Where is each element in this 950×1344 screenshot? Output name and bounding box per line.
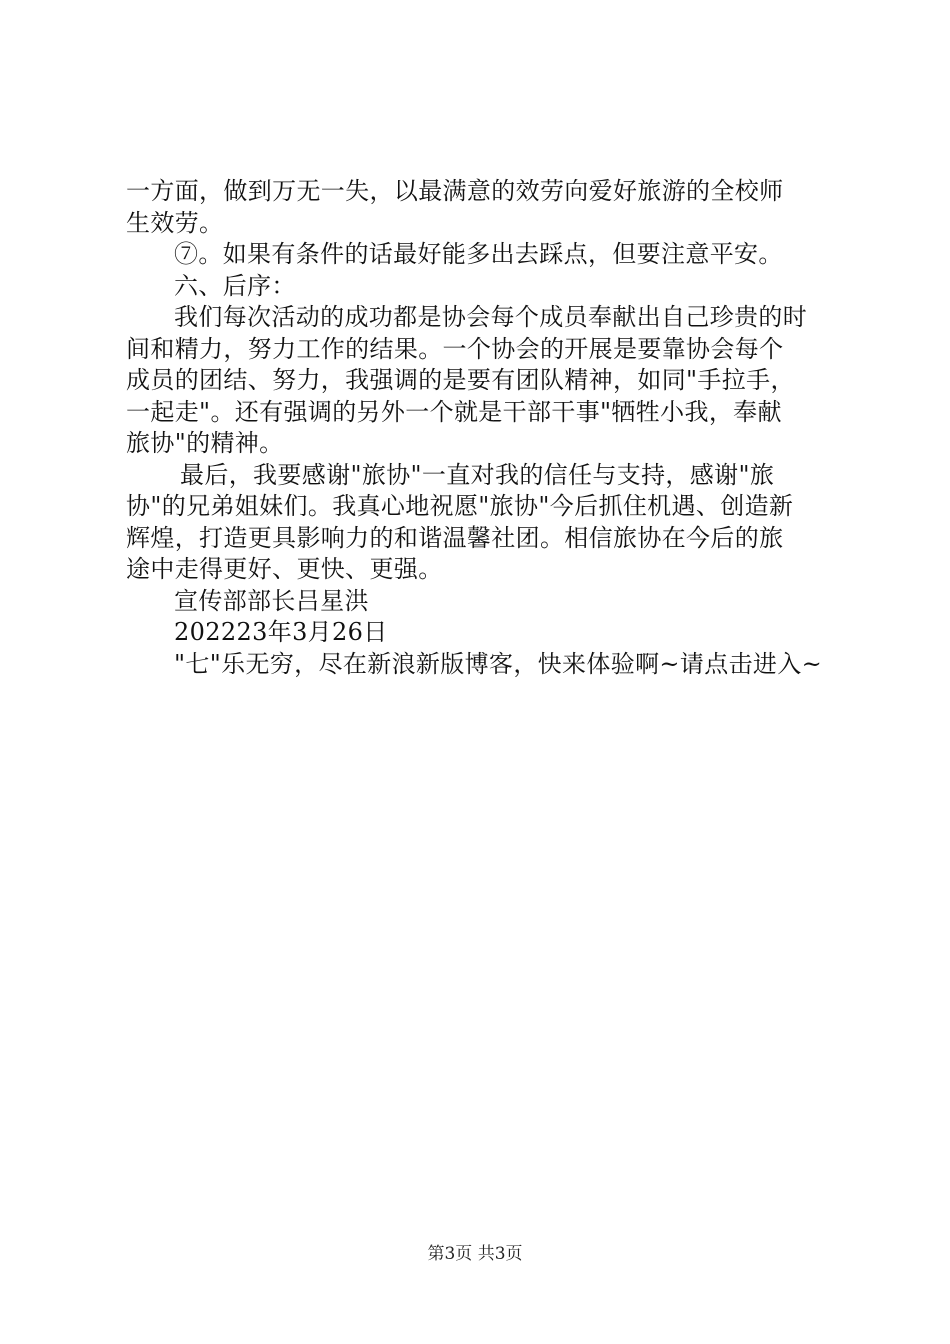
text-line: 一起走"。还有强调的另外一个就是干部干事"牺牲小我，奉献	[126, 397, 782, 426]
text-line: "七"乐无穷，尽在新浪新版博客，快来体验啊~请点击进入~	[174, 649, 823, 678]
text-line: 成员的团结、努力，我强调的是要有团队精神，如同"手拉手，	[126, 366, 795, 394]
text-line: 一方面，做到万无一失，以最满意的效劳向爱好旅游的全校师	[126, 177, 784, 205]
signature-line: 宣传部部长吕星洪	[174, 586, 369, 615]
document-body	[126, 176, 838, 680]
text-line: 辉煌，打造更具影响力的和谐温馨社团。相信旅协在今后的旅	[126, 523, 784, 552]
text-line: 协"的兄弟姐妹们。我真心地祝愿"旅协"今后抓住机遇、创造新	[126, 492, 794, 520]
text-line: 间和精力，努力工作的结果。一个协会的开展是要靠协会每个	[126, 334, 784, 363]
page-number-footer: 第3页 共3页	[427, 1244, 523, 1264]
text-line: 我们每次活动的成功都是协会每个成员奉献出自己珍贵的时	[174, 303, 808, 331]
text-line: ⑦。如果有条件的话最好能多出去踩点，但要注意平安。	[174, 240, 783, 268]
section-heading: 六、后序：	[174, 271, 296, 300]
date-line: 202223年3月26日	[174, 618, 388, 646]
text-line: 途中走得更好、更快、更强。	[126, 555, 443, 583]
text-line: 生效劳。	[126, 208, 224, 237]
text-line: 最后，我要感谢"旅协"一直对我的信任与支持，感谢"旅	[180, 460, 775, 489]
text-line: 旅协"的精神。	[126, 429, 284, 457]
